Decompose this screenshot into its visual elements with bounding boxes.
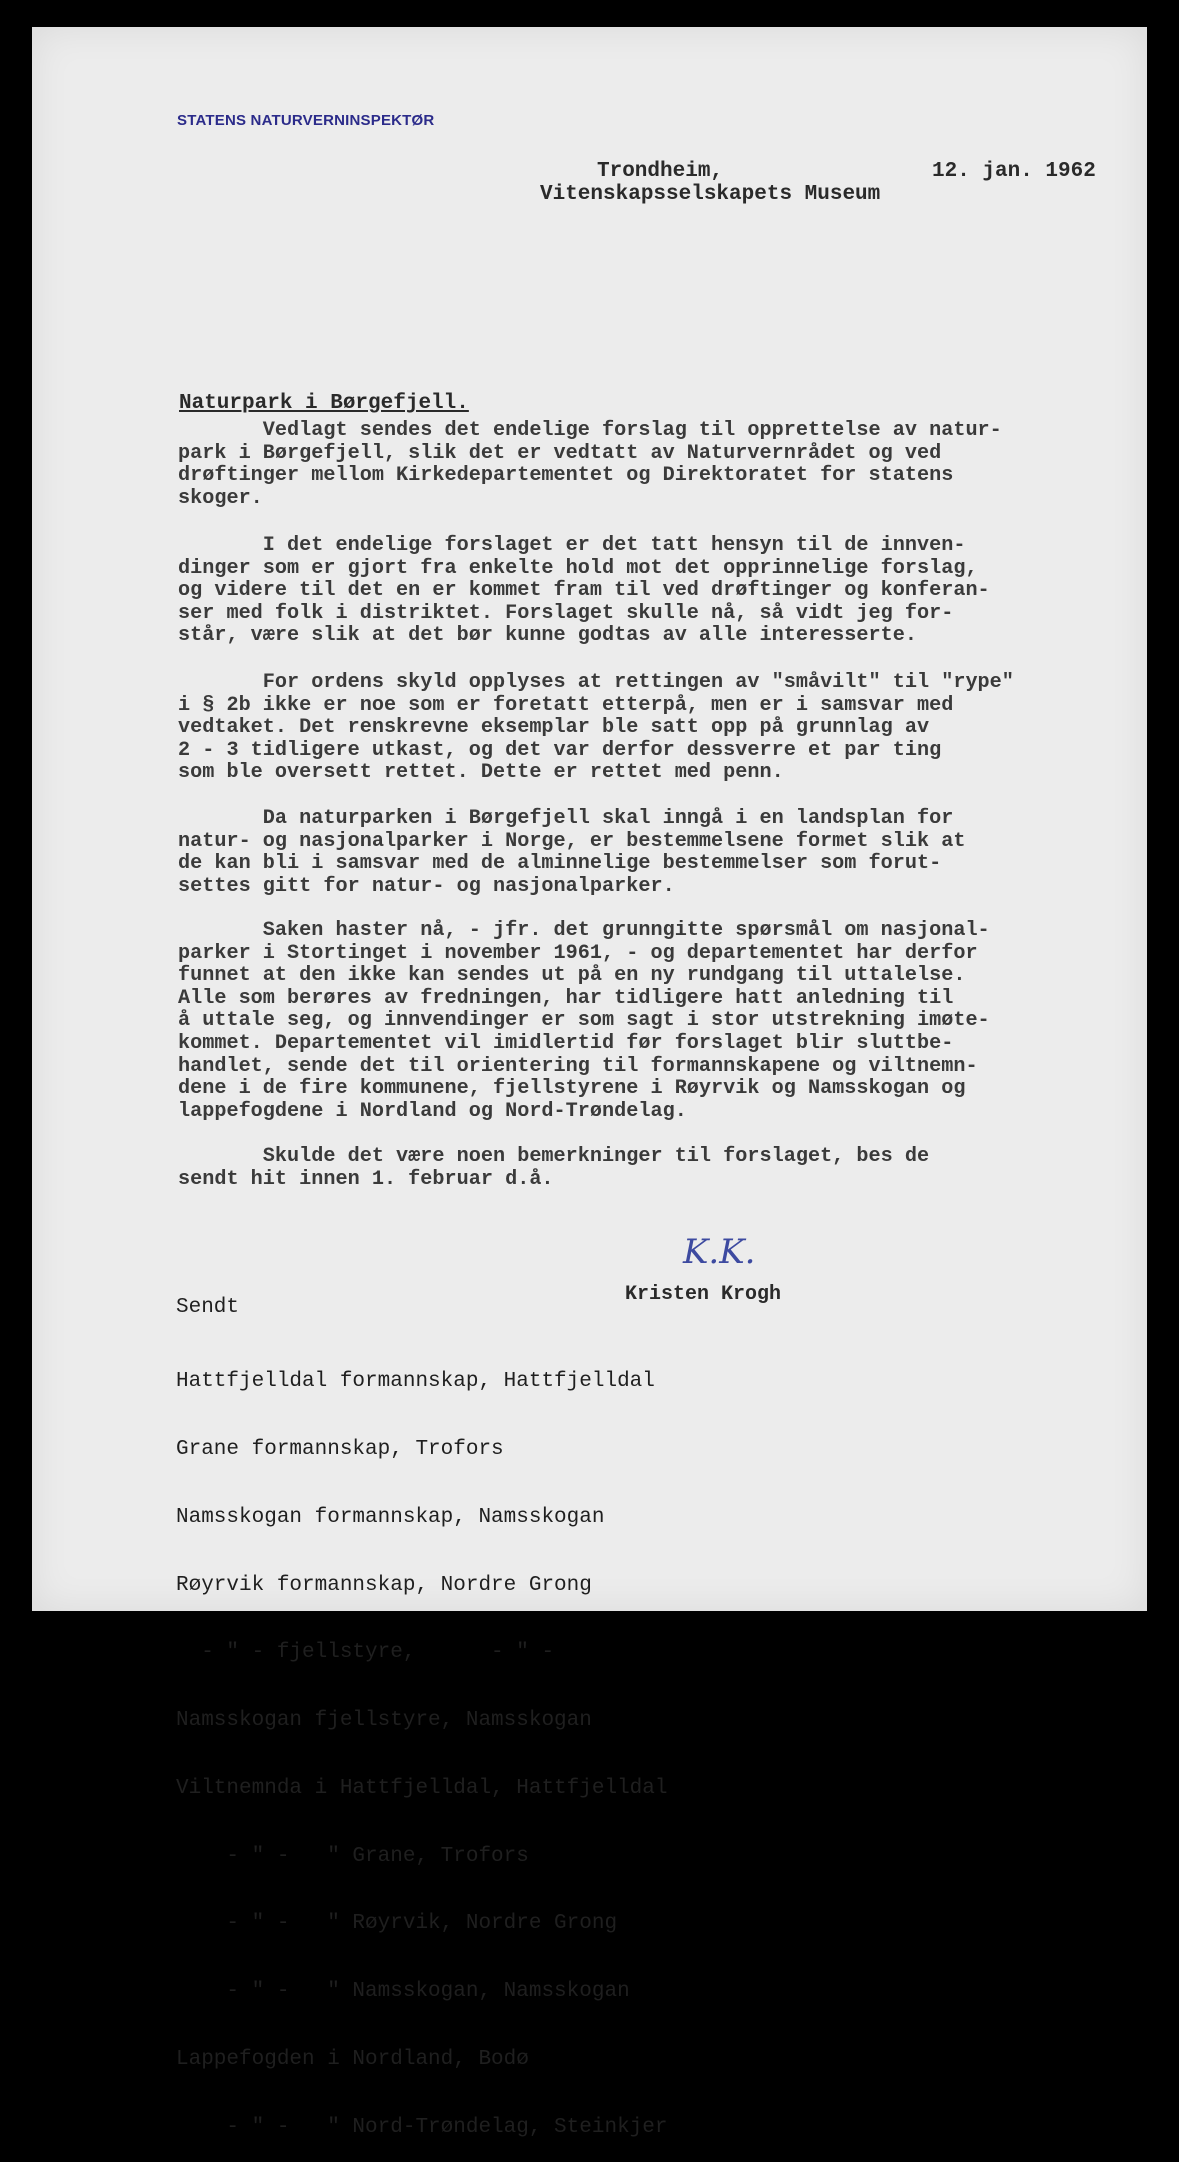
recipient-line: - " - " Grane, Trofors	[176, 1844, 529, 1868]
recipient-line: - " - " Røyrvik, Nordre Grong	[176, 1912, 618, 1936]
body-paragraph: Vedlagt sendes det endelige forslag til opprettelse av natur- park i Børgefjell, slik det er vedtatt av Naturvernrådet og ved drøftinger mellom Kirkedepartementet og Direktoratet for statens skoger.	[178, 419, 1002, 510]
body-paragraph: I det endelige forslaget er det tatt hensyn til de innven- dinger som er gjort fra enkelte hold mot det opprinnelige forslag, og videre til det en er kommet fram til ved drøftinger og konferan- ser med folk i distriktet. Forslaget skulle nå, så vidt jeg for- står, være slik at det bør kunne godtas av alle interesserte.	[178, 534, 990, 648]
recipient-line: Viltnemnda i Hattfjelldal, Hattfjelldal	[176, 1776, 668, 1800]
recipient-line: Røyrvik formannskap, Nordre Grong	[176, 1573, 592, 1597]
recipient-line: Lappefogden i Nordland, Bodø	[176, 2048, 529, 2071]
letter-subject: Naturpark i Børgefjell.	[179, 392, 469, 415]
recipient-line: Namsskogan fjellstyre, Namsskogan	[176, 1709, 592, 1733]
letter-place: Trondheim,	[597, 160, 724, 183]
recipient-line: Grane formannskap, Trofors	[176, 1437, 504, 1461]
body-paragraph: For ordens skyld opplyses at rettingen av "småvilt" til "rype" i § 2b ikke er noe som er foretatt etterpå, men er i samsvar med vedtaket. Det renskrevne eksemplar ble satt opp på grunnlag av 2 - 3 tidligere utkast, og det var derfor dessverre et par ting som ble oversett rettet. Dette er rettet med penn.	[178, 671, 1014, 785]
recipient-line: Hattfjelldal formannskap, Hattfjelldal	[176, 1370, 655, 1394]
recipient-line: Namsskogan formannskap, Namsskogan	[176, 1505, 605, 1529]
letter-institution: Vitenskapsselskapets Museum	[540, 183, 881, 206]
letterhead-stamp: STATENS NATURVERNINSPEKTØR	[177, 112, 435, 129]
handwritten-initials: K.K.	[683, 1232, 756, 1272]
body-paragraph: Da naturparken i Børgefjell skal inngå i en landsplan for natur- og nasjonalparker i Norge, er bestemmelsene formet slik at de kan bli i samsvar med de alminnelige bestemmelser som forut- settes gitt for natur- og nasjonalparker.	[178, 807, 966, 898]
letter-date: 12. jan. 1962	[932, 160, 1096, 183]
distribution-label: Sendt	[176, 1296, 240, 1319]
recipient-list	[176, 1326, 667, 2162]
body-paragraph: Saken haster nå, - jfr. det grunngitte spørsmål om nasjonal- parker i Stortinget i november 1961, - og departementet har derfor funnet at den ikke kan sendes ut på en ny rundgang til uttalelse. Alle som berøres av fredningen, har tidligere hatt anledning til å uttale seg, og innvendinger er som sagt i stor utstrekning imøte- kommet. Departementet vil imidlertid før forslaget blir sluttbe- handlet, sende det til orientering til formannskapene og viltnemn- dene i de fire kommunene, fjellstyrene i Røyrvik og Namsskogan og lappefogdene i Nordland og Nord-Trøndelag.	[178, 919, 990, 1123]
body-paragraph: Skulde det være noen bemerkninger til forslaget, bes de sendt hit innen 1. februar d.å.	[178, 1145, 930, 1191]
signatory-name: Kristen Krogh	[625, 1283, 782, 1306]
recipient-line: - " - fjellstyre, - " -	[176, 1641, 555, 1665]
recipient-line: - " - " Nord-Trøndelag, Steinkjer	[176, 2115, 668, 2139]
recipient-line: - " - " Namsskogan, Namsskogan	[176, 1980, 630, 2004]
